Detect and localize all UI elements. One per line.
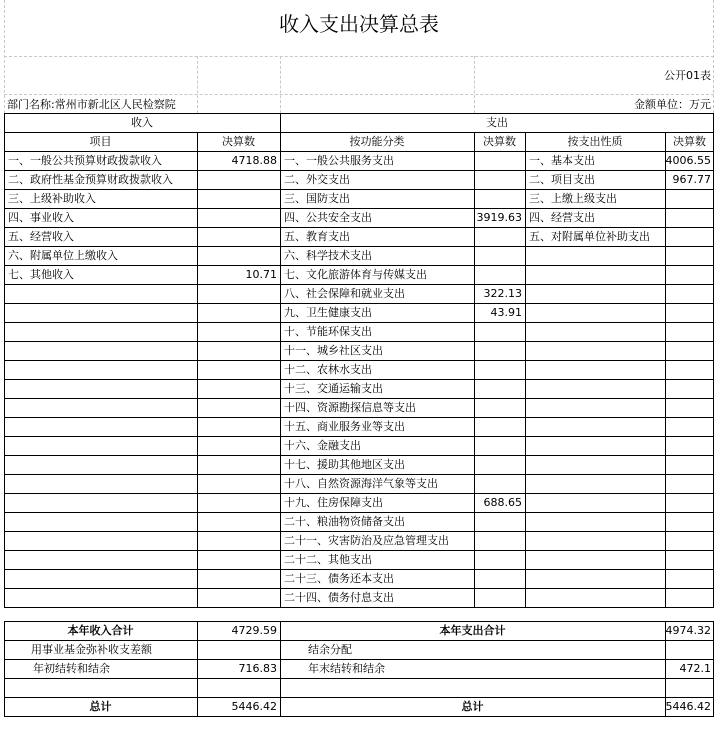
begin-balance-label: 年初结转和结余 <box>33 662 110 675</box>
function-item-label: 二、外交支出 <box>284 173 350 186</box>
function-item-value <box>474 151 525 170</box>
function-item-value <box>474 588 525 607</box>
function-item-label: 二十二、其他支出 <box>284 553 372 566</box>
income-item-label: 一、一般公共预算财政拨款收入 <box>8 154 162 167</box>
function-item-label: 七、文化旅游体育与传媒支出 <box>284 268 427 281</box>
function-item-label: 十二、农林水支出 <box>284 363 372 376</box>
function-item-value <box>474 531 525 550</box>
nature-item-value <box>665 227 714 246</box>
department-name: 部门名称:常州市新北区人民检察院 <box>7 97 176 111</box>
income-item-label: 六、附属单位上缴收入 <box>8 249 118 262</box>
page-title: 收入支出决算总表 <box>279 11 439 36</box>
dashed-guide <box>4 56 714 57</box>
function-item-value <box>474 512 525 531</box>
expense-total-label: 本年支出合计 <box>439 624 506 637</box>
function-item-value <box>474 474 525 493</box>
begin-balance-value: 716.83 <box>238 662 277 675</box>
income-item-value <box>197 170 280 189</box>
function-item-value: 322.13 <box>483 287 522 300</box>
function-item-label: 一、一般公共服务支出 <box>284 154 394 167</box>
function-item-label: 十一、城乡社区支出 <box>284 344 383 357</box>
col-function-header: 按功能分类 <box>349 135 405 148</box>
income-item-label: 七、其他收入 <box>8 268 74 281</box>
grand-total-expense-value: 5446.42 <box>665 700 711 713</box>
end-balance-label: 年末结转和结余 <box>308 662 385 675</box>
col-function-amount-header: 决算数 <box>483 135 516 148</box>
grid-line <box>4 716 714 717</box>
col-income-amount-header: 决算数 <box>222 135 255 148</box>
nature-item-label: 一、基本支出 <box>529 154 595 167</box>
grand-total-income-value: 5446.42 <box>231 700 277 713</box>
grid-line <box>4 678 714 679</box>
function-item-value <box>474 170 525 189</box>
function-item-value <box>474 417 525 436</box>
surplus-distribution-label: 结余分配 <box>308 643 352 656</box>
surplus-distribution-value <box>665 640 714 659</box>
function-item-label: 十六、金融支出 <box>284 439 361 452</box>
function-item-value <box>474 227 525 246</box>
function-item-label: 五、教育支出 <box>284 230 350 243</box>
nature-item-label: 四、经营支出 <box>529 211 595 224</box>
income-total-value: 4729.59 <box>231 624 277 637</box>
income-header: 收入 <box>131 116 153 129</box>
col-item-header: 项目 <box>89 135 112 148</box>
function-item-value <box>474 322 525 341</box>
function-item-label: 十三、交通运输支出 <box>284 382 383 395</box>
nature-item-value <box>665 189 714 208</box>
function-item-label: 十四、资源勘探信息等支出 <box>284 401 416 414</box>
income-item-label: 二、政府性基金预算财政拨款收入 <box>8 173 173 186</box>
col-nature-amount-header: 决算数 <box>673 135 706 148</box>
nature-item-value <box>665 208 714 227</box>
function-item-label: 十八、自然资源海洋气象等支出 <box>284 477 438 490</box>
function-item-value <box>474 246 525 265</box>
col-nature-header: 按支出性质 <box>567 135 623 148</box>
function-item-label: 十、节能环保支出 <box>284 325 372 338</box>
function-item-label: 八、社会保障和就业支出 <box>284 287 405 300</box>
function-item-label: 十九、住房保障支出 <box>284 496 383 509</box>
nature-item-value: 4006.55 <box>665 154 711 167</box>
function-item-value <box>474 436 525 455</box>
income-item-value <box>197 208 280 227</box>
income-total-label: 本年收入合计 <box>67 624 134 637</box>
function-item-value <box>474 341 525 360</box>
income-item-label: 三、上级补助收入 <box>8 192 96 205</box>
function-item-label: 九、卫生健康支出 <box>284 306 372 319</box>
function-item-value <box>474 550 525 569</box>
function-item-label: 十五、商业服务业等支出 <box>284 420 405 433</box>
income-item-value: 4718.88 <box>231 154 277 167</box>
grid-line <box>4 607 714 608</box>
nature-item-label: 二、项目支出 <box>529 173 595 186</box>
income-item-value <box>197 189 280 208</box>
form-number: 公开01表 <box>664 68 711 82</box>
nature-item-value: 967.77 <box>672 173 711 186</box>
grand-total-income-label: 总计 <box>89 700 112 713</box>
function-item-value <box>474 398 525 417</box>
grand-total-expense-label: 总计 <box>461 700 484 713</box>
income-item-value <box>197 227 280 246</box>
function-item-label: 二十一、灾害防治及应急管理支出 <box>284 534 449 547</box>
function-item-value <box>474 569 525 588</box>
function-item-label: 六、科学技术支出 <box>284 249 372 262</box>
income-item-label: 四、事业收入 <box>8 211 74 224</box>
income-item-value: 10.71 <box>245 268 277 281</box>
function-item-value <box>474 189 525 208</box>
function-item-label: 四、公共安全支出 <box>284 211 372 224</box>
function-item-value: 688.65 <box>483 496 522 509</box>
function-item-value: 43.91 <box>490 306 522 319</box>
function-item-value <box>474 379 525 398</box>
nature-item-label: 三、上缴上级支出 <box>529 192 617 205</box>
expense-header: 支出 <box>486 116 508 129</box>
function-item-label: 十七、援助其他地区支出 <box>284 458 405 471</box>
function-item-value: 3919.63 <box>476 211 522 224</box>
income-item-label: 五、经营收入 <box>8 230 74 243</box>
income-item-value <box>197 246 280 265</box>
unit-label: 金额单位：万元 <box>634 97 711 111</box>
function-item-label: 二十、粮油物资储备支出 <box>284 515 405 528</box>
function-item-label: 二十四、债务付息支出 <box>284 591 394 604</box>
nature-item-label: 五、对附属单位补助支出 <box>529 230 650 243</box>
end-balance-value: 472.1 <box>679 662 711 675</box>
function-item-value <box>474 360 525 379</box>
function-item-value <box>474 455 525 474</box>
function-item-value <box>474 265 525 284</box>
function-item-label: 三、国防支出 <box>284 192 350 205</box>
fund-gap-value <box>197 640 280 659</box>
function-item-label: 二十三、债务还本支出 <box>284 572 394 585</box>
fund-gap-label: 用事业基金弥补收支差额 <box>31 643 152 656</box>
expense-total-value: 4974.32 <box>665 624 711 637</box>
